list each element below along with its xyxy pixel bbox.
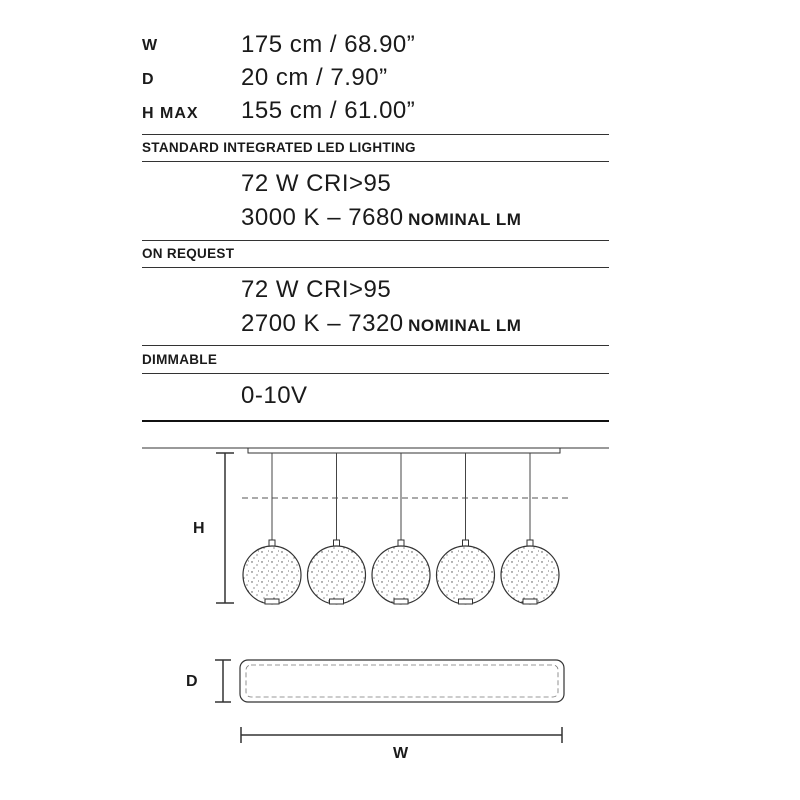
pendant-base [523, 599, 537, 604]
canopy-bar [248, 448, 560, 453]
section-heading-on-request: ON REQUEST [142, 246, 235, 261]
pendants [243, 453, 559, 604]
pendant-lamp [501, 453, 559, 604]
pendant-lamp [308, 453, 366, 604]
pendant-base [265, 599, 279, 604]
dim-key-height-max: H MAX [142, 105, 199, 122]
label-depth: D [186, 673, 198, 690]
dim-key-width: W [142, 37, 159, 54]
section-heading-standard: STANDARD INTEGRATED LED LIGHTING [142, 140, 416, 155]
pendant-lamp [437, 453, 495, 604]
standard-output-value: 3000 K – 7680 [241, 204, 404, 231]
dimmable-value: 0-10V [241, 382, 308, 409]
dim-value-width: 175 cm / 68.90” [241, 31, 416, 58]
pendant-base [394, 599, 408, 604]
label-height: H [193, 520, 205, 537]
pendant-base [459, 599, 473, 604]
section-heading-dimmable: DIMMABLE [142, 352, 218, 367]
pendant-globe [372, 546, 430, 604]
pendant-globe [501, 546, 559, 604]
on-request-output-unit: NOMINAL LM [408, 316, 522, 335]
dim-value-depth: 20 cm / 7.90” [241, 64, 388, 91]
standard-power: 72 W CRI>95 [241, 170, 392, 197]
dim-value-height-max: 155 cm / 61.00” [241, 97, 416, 124]
on-request-power: 72 W CRI>95 [241, 276, 392, 303]
pendant-base [330, 599, 344, 604]
body-plan-view [240, 660, 564, 702]
pendant-globe [243, 546, 301, 604]
pendant-lamp [372, 453, 430, 604]
pendant-cap [398, 540, 404, 546]
pendant-cap [463, 540, 469, 546]
on-request-output-value: 2700 K – 7320 [241, 310, 404, 337]
standard-output-unit: NOMINAL LM [408, 210, 522, 229]
pendant-cap [334, 540, 340, 546]
label-width: W [393, 745, 409, 762]
pendant-globe [308, 546, 366, 604]
pendant-cap [269, 540, 275, 546]
pendant-cap [527, 540, 533, 546]
pendant-globe [437, 546, 495, 604]
dim-key-depth: D [142, 71, 155, 88]
pendant-lamp [243, 453, 301, 604]
